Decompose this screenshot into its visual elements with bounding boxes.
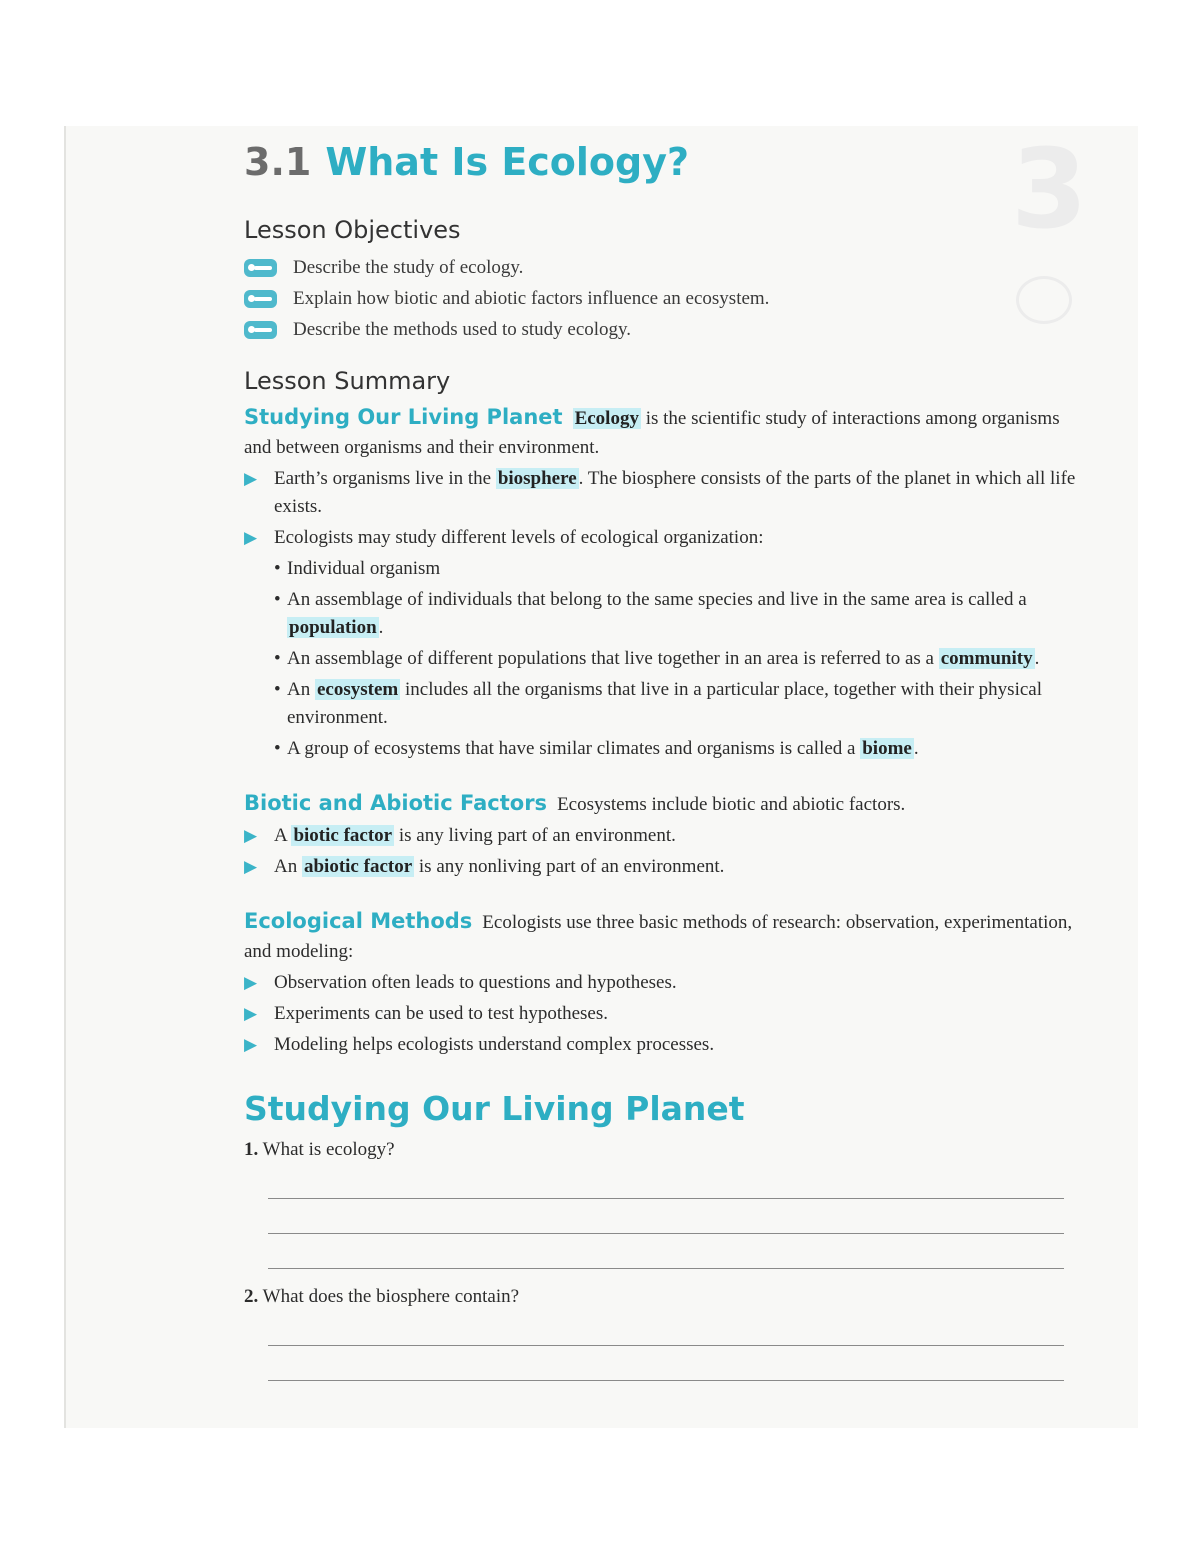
term-community: community <box>940 648 1033 669</box>
key-icon <box>244 259 277 277</box>
arrow-item <box>244 1031 1084 1059</box>
objective-text: Explain how biotic and abiotic factors influence an ecosystem. <box>293 288 770 309</box>
bleed-through-chapter-number: 3 <box>1011 126 1088 253</box>
term-ecosystem: ecosystem <box>316 679 399 700</box>
question-prompt: What is ecology? <box>262 1139 395 1160</box>
arrow-text: . The biosphere consists of the parts of the planet in which all life exists. <box>274 468 1076 517</box>
key-icon <box>244 290 277 308</box>
answer-line[interactable] <box>268 1233 1064 1234</box>
question-text <box>244 1283 1084 1311</box>
term-biosphere: biosphere <box>497 468 577 489</box>
term-ecology: Ecology <box>574 408 639 429</box>
methods-intro <box>244 907 1084 966</box>
methods-subhead: Ecological Methods <box>244 909 473 933</box>
term-abiotic-factor: abiotic factor <box>303 856 413 877</box>
arrow-item <box>244 969 1084 997</box>
question-number: 1. <box>244 1139 259 1160</box>
answer-line[interactable] <box>268 1198 1064 1199</box>
level-text: An assemblage of individuals that belong to the same species and live in the same area is called a <box>287 589 1027 610</box>
arrow-text: Earth’s organisms live in the <box>274 468 496 489</box>
factors-block <box>244 789 1084 881</box>
level-item <box>274 676 1084 732</box>
level-item <box>274 586 1084 642</box>
objectives-heading: Lesson Objectives <box>244 216 461 244</box>
summary-heading: Lesson Summary <box>244 367 451 395</box>
methods-arrow-list <box>244 969 1084 1059</box>
studying-intro-text: is the scientific study of interactions among organisms and between organisms and their environment. <box>244 408 1060 458</box>
level-text: An assemblage of different populations that live together in an area is referred to as a <box>287 648 939 669</box>
level-text: . <box>378 617 384 638</box>
objective-item <box>244 314 1084 345</box>
question-1 <box>244 1136 1084 1269</box>
section-title-text: What Is Ecology? <box>325 140 690 184</box>
question-text <box>244 1136 1084 1164</box>
factors-arrow-list <box>244 822 1084 881</box>
arrow-text: Observation often leads to questions and hypotheses. <box>274 972 677 993</box>
exercise-heading: Studying Our Living Planet <box>244 1089 745 1128</box>
arrow-text: is any living part of an environment. <box>394 825 676 846</box>
factors-intro <box>244 789 1084 819</box>
arrow-text: A <box>274 825 292 846</box>
arrow-item <box>244 1000 1084 1028</box>
level-item <box>274 735 1084 763</box>
section-title <box>244 138 1084 186</box>
arrow-item <box>244 465 1084 521</box>
studying-block <box>244 403 1084 763</box>
level-item <box>274 555 1084 583</box>
term-population: population <box>289 617 377 638</box>
studying-intro <box>244 403 1084 462</box>
arrow-text: An <box>274 856 302 877</box>
level-text: An <box>287 679 315 700</box>
objectives-list <box>244 252 1084 345</box>
term-biotic-factor: biotic factor <box>293 825 393 846</box>
answer-line[interactable] <box>268 1345 1064 1346</box>
arrow-text: is any nonliving part of an environment. <box>414 856 725 877</box>
question-2 <box>244 1283 1084 1381</box>
methods-intro-text: Ecologists use three basic methods of research: observation, experimentation, and modeling: <box>244 912 1073 962</box>
arrow-text: Modeling helps ecologists understand complex processes. <box>274 1034 715 1055</box>
objective-text: Describe the study of ecology. <box>293 257 524 278</box>
page-content <box>244 138 1084 1381</box>
arrow-item <box>244 853 1084 881</box>
question-prompt: What does the biosphere contain? <box>262 1286 520 1307</box>
levels-list <box>274 555 1084 763</box>
level-item <box>274 645 1084 673</box>
arrow-item <box>244 822 1084 850</box>
methods-block <box>244 907 1084 1059</box>
objective-text: Describe the methods used to study ecology. <box>293 319 632 340</box>
worksheet-page <box>64 126 1138 1428</box>
level-text: A group of ecosystems that have similar climates and organisms is called a <box>287 738 861 759</box>
level-text: Individual organism <box>287 558 441 579</box>
arrow-item <box>244 524 1084 763</box>
term-biome: biome <box>862 738 912 759</box>
arrow-text: Ecologists may study different levels of ecological organization: <box>274 527 764 548</box>
key-icon <box>244 321 277 339</box>
level-text: . <box>1034 648 1040 669</box>
question-number: 2. <box>244 1286 259 1307</box>
factors-intro-text: Ecosystems include biotic and abiotic factors. <box>557 794 906 815</box>
answer-line[interactable] <box>268 1268 1064 1269</box>
level-text: . <box>913 738 919 759</box>
studying-arrow-list <box>244 465 1084 763</box>
answer-line[interactable] <box>268 1380 1064 1381</box>
factors-subhead: Biotic and Abiotic Factors <box>244 791 548 815</box>
objective-item <box>244 252 1084 283</box>
studying-subhead: Studying Our Living Planet <box>244 405 563 429</box>
level-text: includes all the organisms that live in a particular place, together with their physical environment. <box>287 679 1042 728</box>
arrow-text: Experiments can be used to test hypotheses. <box>274 1003 609 1024</box>
objective-item <box>244 283 1084 314</box>
section-number: 3.1 <box>244 140 312 184</box>
